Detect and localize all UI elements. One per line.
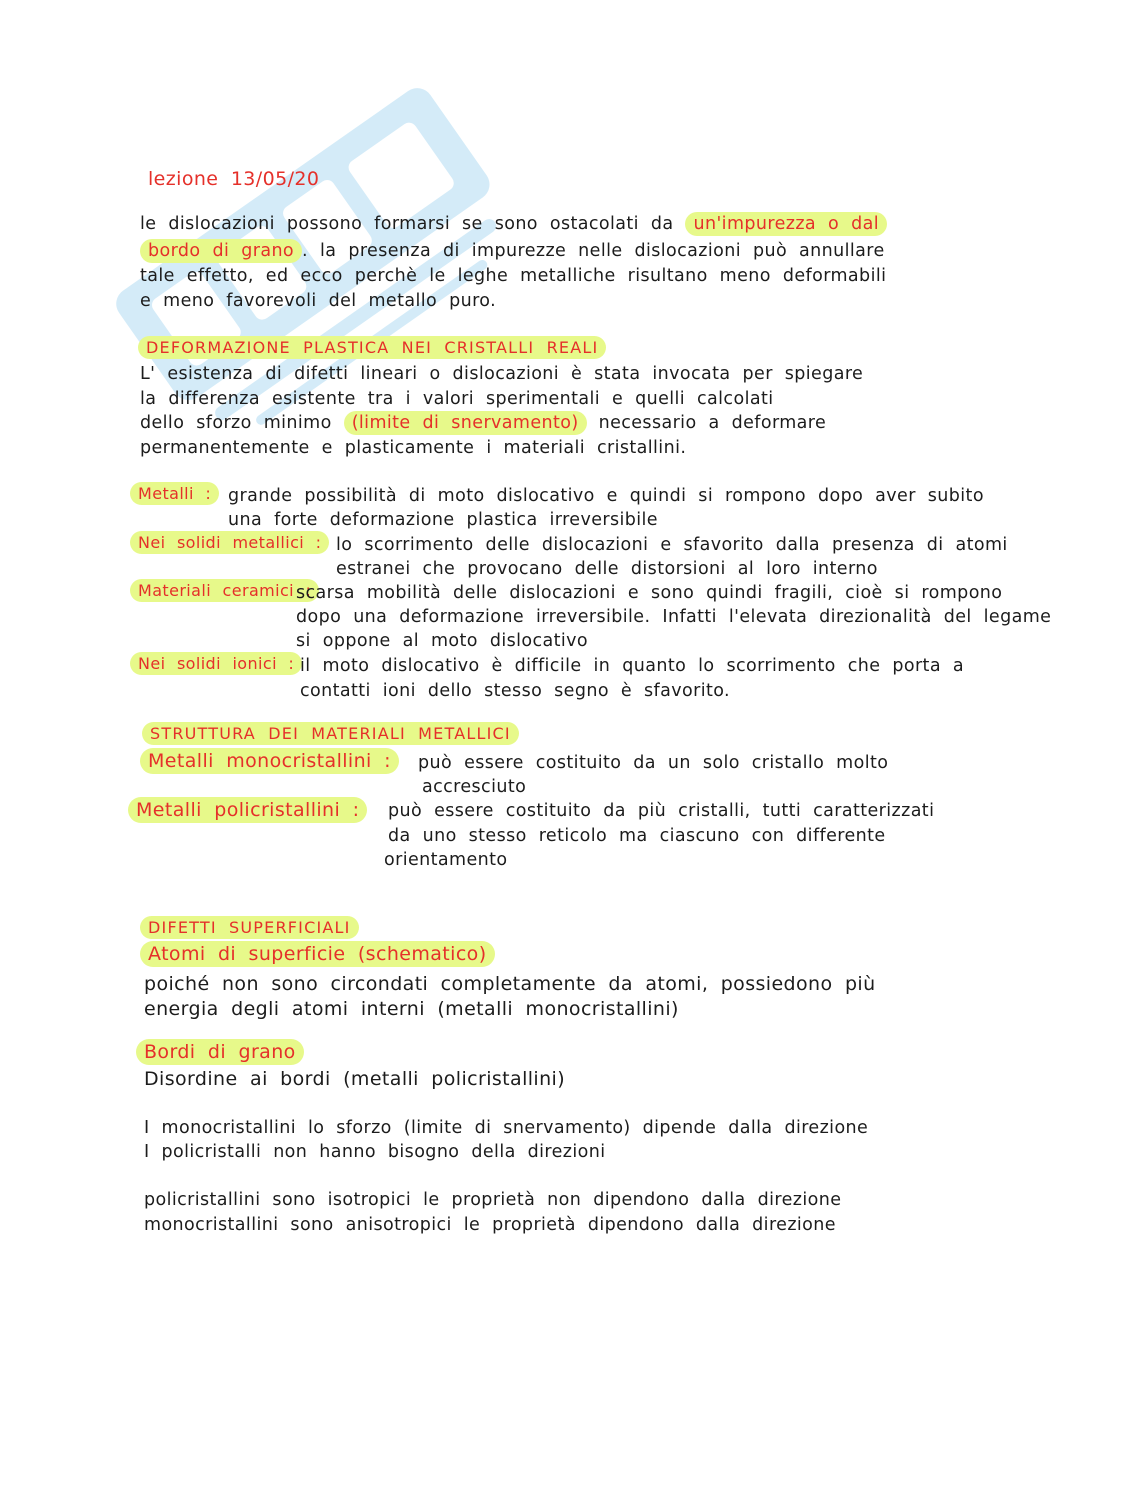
highlight-limite-snervamento: (limite di snervamento) [344, 411, 587, 435]
label-text: Metalli monocristallini : [140, 748, 399, 774]
intro-line-3: tale effetto, ed ecco perchè le leghe metalliche risultano meno deformabili [140, 266, 887, 286]
poli-line-2: da uno stesso reticolo ma ciascuno con differente [388, 826, 886, 846]
note-line-4: monocristallini sono anisotropici le proprietà dipendono dalla direzione [144, 1215, 836, 1235]
intro-text: le dislocazioni possono formarsi se sono ostacolati da [140, 214, 686, 234]
intro-line-4: e meno favorevoli del metallo puro. [140, 291, 497, 311]
mono-line-2: accresciuto [422, 777, 527, 797]
intro-line-1 [140, 214, 887, 234]
atomi-line-1: poiché non sono circondati completamente da atomi, possiedono più [144, 973, 876, 995]
subtitle-bordi-grano [136, 1041, 304, 1063]
section-title-text: DIFETTI SUPERFICIALI [140, 916, 359, 939]
subtitle-text: Atomi di superficie (schematico) [140, 941, 495, 967]
plastica-line-1: L' esistenza di difetti lineari o dislocazioni è stata invocata per spiegare [140, 364, 864, 384]
label-text: Nei solidi ionici : [130, 652, 302, 675]
section-title-plastica [138, 338, 606, 357]
note-line-1: I monocristallini lo sforzo (limite di snervamento) dipende dalla direzione [144, 1118, 869, 1138]
solidi-met-line-2: estranei che provocano delle distorsioni al loro interno [336, 559, 878, 579]
subtitle-atomi-superficie [140, 943, 495, 965]
metalli-line-1: grande possibilità di moto dislocativo e quindi si rompono dopo aver subito [228, 486, 984, 506]
section-title-struttura [142, 724, 519, 743]
section-title-text: STRUTTURA DEI MATERIALI METALLICI [142, 722, 519, 745]
label-metalli [130, 484, 219, 503]
mono-line-1: può essere costituito da un solo cristallo molto [418, 753, 889, 773]
plastica-text: dello sforzo minimo [140, 413, 344, 433]
note-line-2: I policristalli non hanno bisogno della direzioni [144, 1142, 606, 1162]
note-line-3: policristallini sono isotropici le proprietà non dipendono dalla direzione [144, 1190, 842, 1210]
ionici-line-2: contatti ioni dello stesso segno è sfavorito. [300, 681, 730, 701]
watermark-logo-icon [70, 30, 530, 450]
poli-line-3: orientamento [384, 850, 508, 870]
label-monocristallini [140, 750, 399, 772]
label-text: Metalli : [130, 482, 219, 505]
plastica-text: necessario a deformare [586, 413, 827, 433]
poli-line-1: può essere costituito da più cristalli, tutti caratterizzati [388, 801, 935, 821]
lesson-date: lezione 13/05/20 [148, 168, 320, 190]
label-text: Nei solidi metallici : [130, 531, 329, 554]
ionici-line-1: il moto dislocativo è difficile in quanto lo scorrimento che porta a [300, 656, 965, 676]
highlight-bordo-grano: bordo di grano [140, 239, 302, 263]
intro-line-2 [140, 241, 885, 261]
atomi-line-2: energia degli atomi interni (metalli monocristallini) [144, 998, 679, 1020]
section-title-difetti [140, 918, 359, 937]
label-solidi-metallici [130, 533, 329, 552]
ceramici-line-3: si oppone al moto dislocativo [296, 631, 589, 651]
ceramici-line-1: scarsa mobilità delle dislocazioni e sono quindi fragili, cioè si rompono [296, 583, 1003, 603]
bordi-line-1: Disordine ai bordi (metalli policristallini) [144, 1068, 566, 1090]
section-title-text: DEFORMAZIONE PLASTICA NEI CRISTALLI REALI [138, 336, 606, 359]
label-text: Metalli policristallini : [128, 797, 367, 823]
plastica-line-3 [140, 413, 826, 433]
metalli-line-2: una forte deformazione plastica irreversibile [228, 510, 658, 530]
solidi-met-line-1: lo scorrimento delle dislocazioni e sfavorito dalla presenza di atomi [336, 535, 1008, 555]
plastica-line-4: permanentemente e plasticamente i materiali cristallini. [140, 438, 687, 458]
highlight-impurezza: un'impurezza o dal [685, 212, 887, 236]
intro-text: . la presenza di impurezze nelle dislocazioni può annullare [302, 241, 885, 261]
label-ceramici [130, 581, 319, 600]
label-text: Materiali ceramici : [130, 579, 319, 602]
label-policristallini [128, 799, 367, 821]
plastica-line-2: la differenza esistente tra i valori sperimentali e quelli calcolati [140, 389, 774, 409]
label-ionici [130, 654, 302, 673]
ceramici-line-2: dopo una deformazione irreversibile. Infatti l'elevata direzionalità del legame [296, 607, 1052, 627]
subtitle-text: Bordi di grano [136, 1039, 304, 1065]
